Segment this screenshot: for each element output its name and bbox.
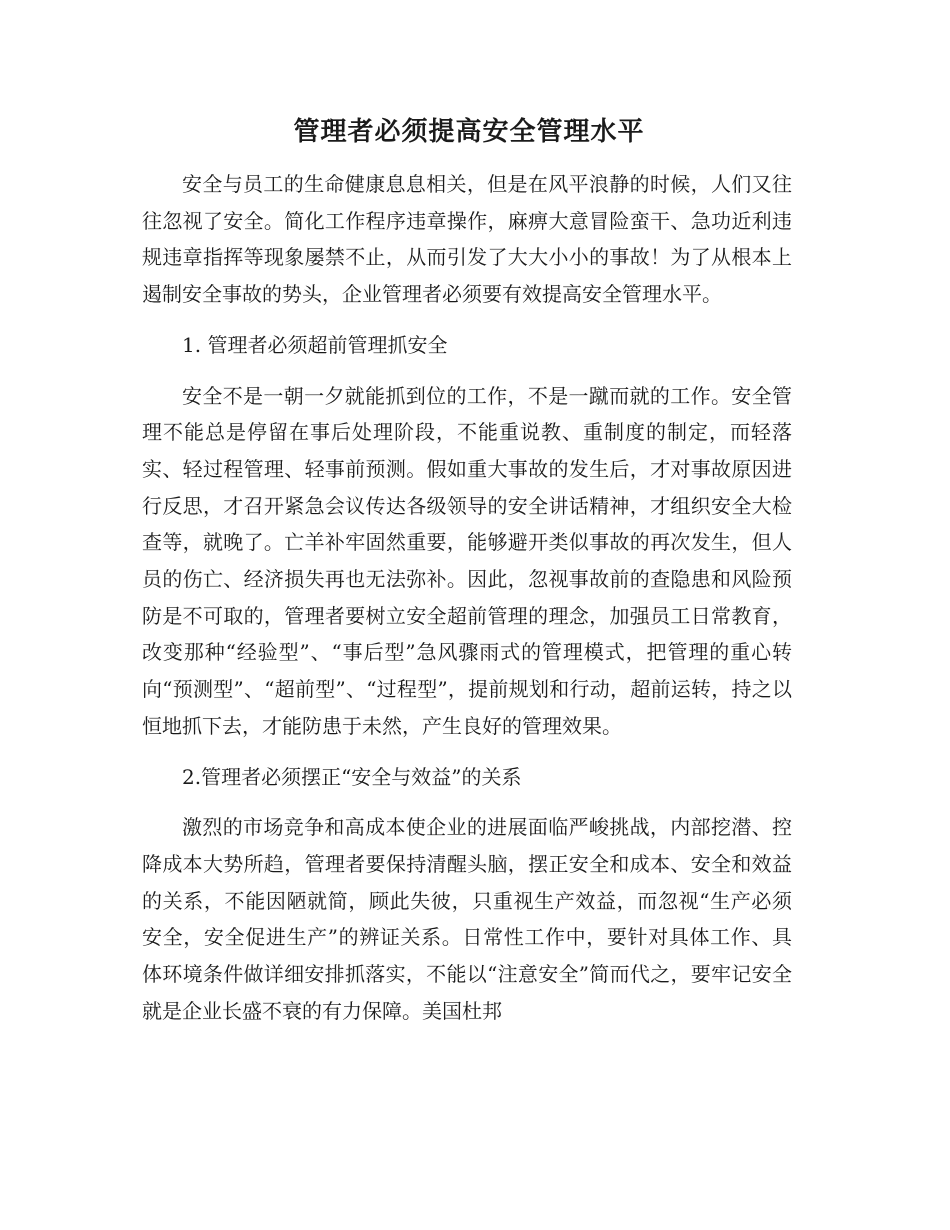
document-page bbox=[142, 112, 792, 1029]
section-body-2: 激烈的市场竞争和高成本使企业的进展面临严峻挑战，内部挖潜、控降成本大势所趋，管理者要保持清醒头脑，摆正安全和成本、安全和效益的关系，不能因陋就简，顾此失彼，只重视生产效益，而忽视“生产必须安全，安全促进生产”的辨证关系。日常性工作中，要针对具体工作、具体环境条件做详细安排抓落实，不能以“注意安全”简而代之，要牢记安全就是企业长盛不衰的有力保障。美国杜邦 bbox=[142, 815, 792, 1023]
document-title: 管理者必须提高安全管理水平 bbox=[293, 117, 645, 147]
section-body-1: 安全不是一朝一夕就能抓到位的工作，不是一蹴而就的工作。安全管理不能总是停留在事后处理阶段，不能重说教、重制度的制定，而轻落实、轻过程管理、轻事前预测。假如重大事故的发生后，才对事故原因进行反思，才召开紧急会议传达各级领导的安全讲话精神，才组织安全大检查等，就晚了。亡羊补牢固然重要，能够避开类似事故的再次发生，但人员的伤亡、经济损失再也无法弥补。因此，忽视事故前的查隐患和风险预防是不可取的，管理者要树立安全超前管理的理念，加强员工日常教育，改变那种“经验型”、“事后型”急风骤雨式的管理模式，把管理的重心转向“预测型”、“超前型”、“过程型”，提前规划和行动，超前运转，持之以恒地抓下去，才能防患于未然，产生良好的管理效果。 bbox=[142, 383, 792, 738]
intro-paragraph: 安全与员工的生命健康息息相关，但是在风平浪静的时候，人们又往往忽视了安全。简化工作程序违章操作，麻痹大意冒险蛮干、急功近利违规违章指挥等现象屡禁不止，从而引发了大大小小的事故！为了从根本上遏制安全事故的势头，企业管理者必须要有效提高安全管理水平。 bbox=[142, 172, 792, 307]
section-heading-1: 1. 管理者必须超前管理抓安全 bbox=[182, 332, 448, 357]
section-heading-2: 2.管理者必须摆正“安全与效益”的关系 bbox=[182, 764, 522, 789]
